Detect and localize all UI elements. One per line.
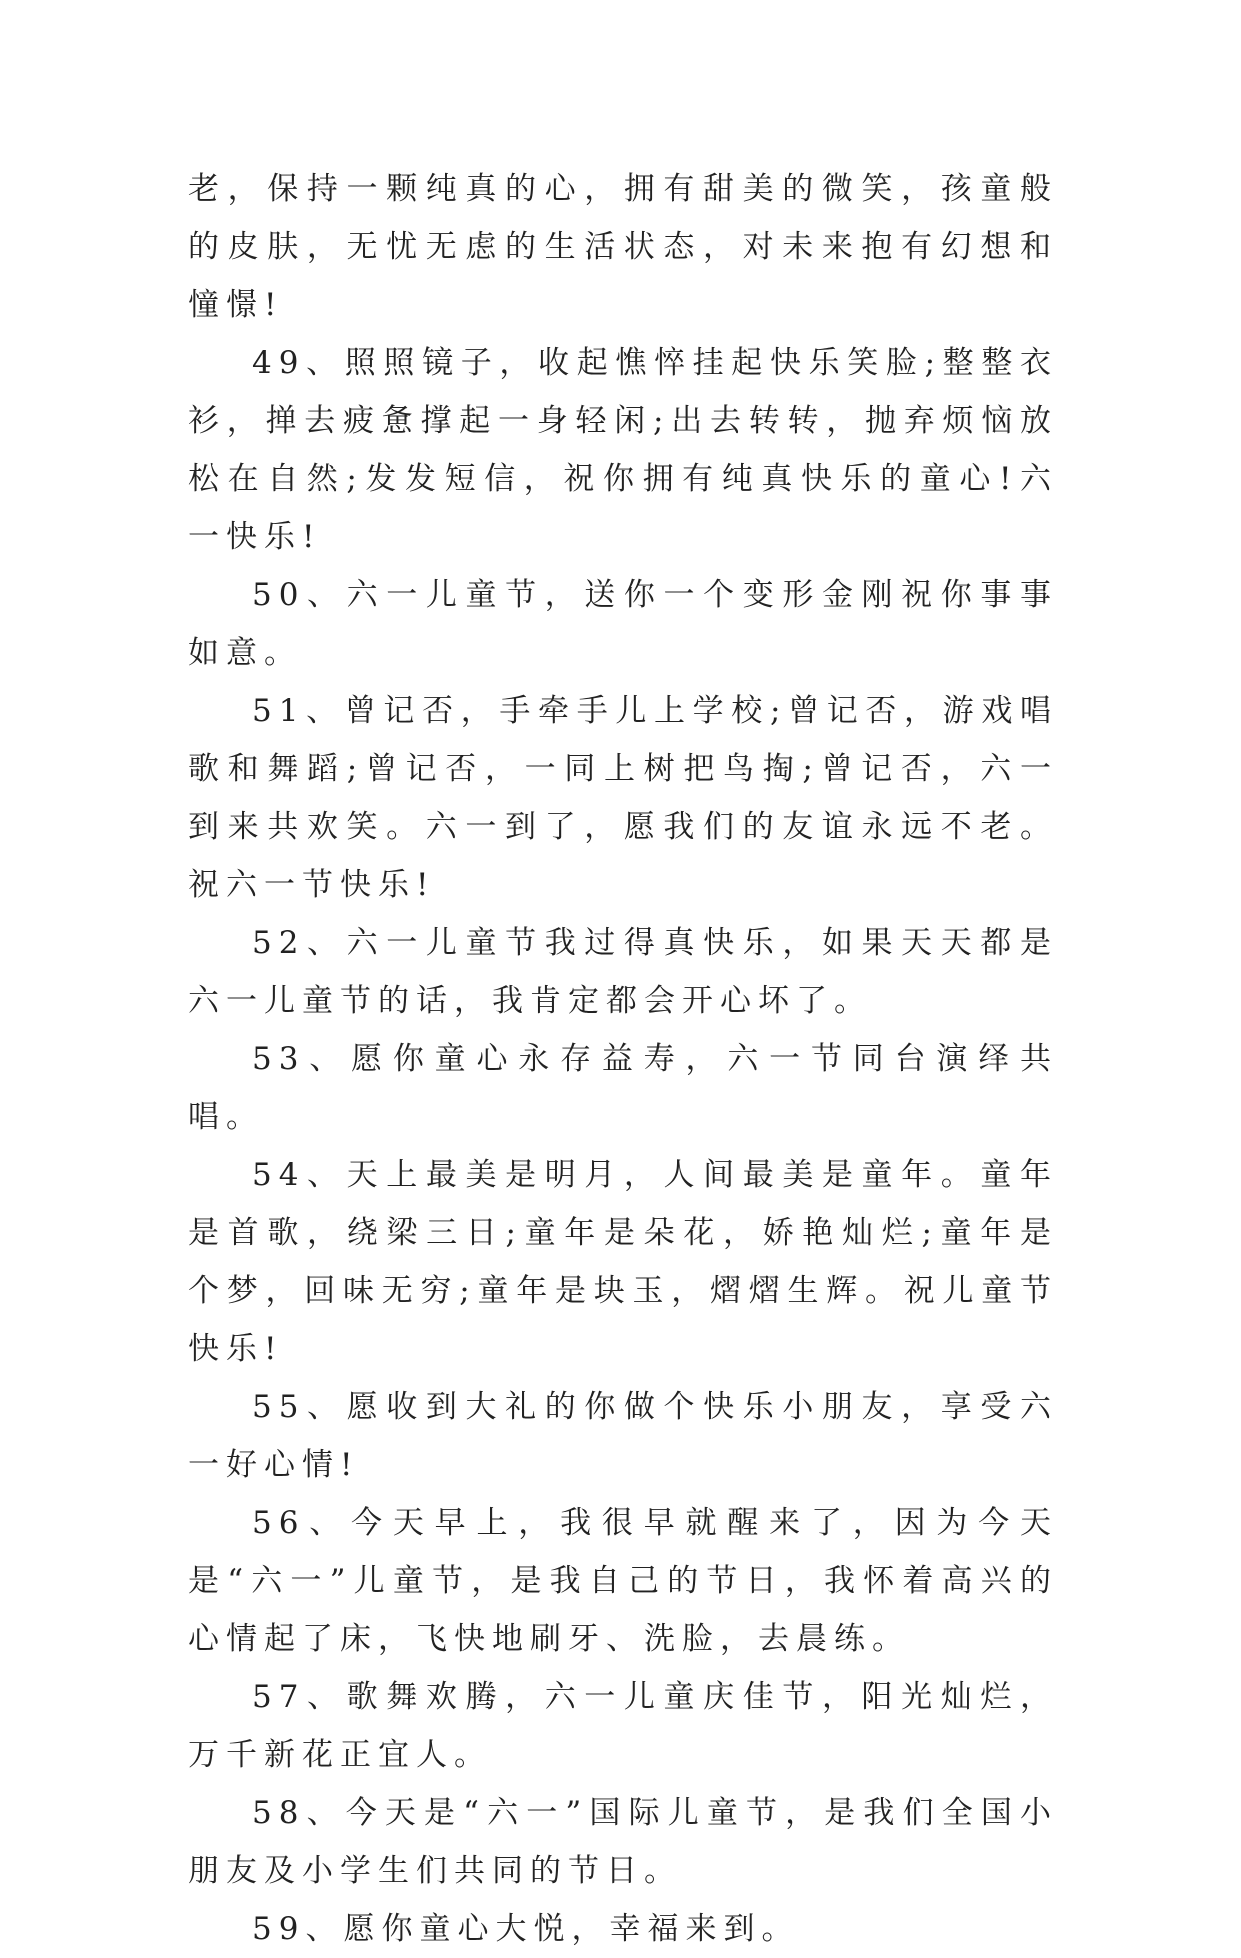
document-body (188, 160, 1058, 1958)
paragraph-50: 50、六一儿童节，送你一个变形金刚祝你事事如意。 (188, 577, 1058, 671)
paragraph-53: 53、愿你童心永存益寿，六一节同台演绎共唱。 (188, 1041, 1058, 1135)
paragraph-59: 59、愿你童心大悦，幸福来到。 (252, 1911, 800, 1947)
paragraph-55: 55、愿收到大礼的你做个快乐小朋友，享受六一好心情! (188, 1389, 1058, 1483)
paragraph-58: 58、今天是“六一”国际儿童节，是我们全国小朋友及小学生们共同的节日。 (188, 1795, 1058, 1889)
paragraph-57: 57、歌舞欢腾，六一儿童庆佳节，阳光灿烂，万千新花正宜人。 (188, 1679, 1058, 1773)
paragraph-54: 54、天上最美是明月，人间最美是童年。童年是首歌，绕梁三日;童年是朵花，娇艳灿烂;童年是个梦，回味无穷;童年是块玉，熠熠生辉。祝儿童节快乐! (188, 1157, 1058, 1367)
paragraph-52: 52、六一儿童节我过得真快乐，如果天天都是六一儿童节的话，我肯定都会开心坏了。 (188, 925, 1058, 1019)
paragraph-56: 56、今天早上，我很早就醒来了，因为今天是“六一”儿童节，是我自己的节日，我怀着高兴的心情起了床，飞快地刷牙、洗脸，去晨练。 (188, 1505, 1058, 1657)
paragraph-continued: 老，保持一颗纯真的心，拥有甜美的微笑，孩童般的皮肤，无忧无虑的生活状态，对未来抱有幻想和憧憬! (188, 171, 1058, 323)
paragraph-51: 51、曾记否，手牵手儿上学校;曾记否，游戏唱歌和舞蹈;曾记否，一同上树把鸟掏;曾记否，六一到来共欢笑。六一到了，愿我们的友谊永远不老。祝六一节快乐! (188, 693, 1058, 903)
paragraph-49: 49、照照镜子，收起憔悴挂起快乐笑脸;整整衣衫，掸去疲惫撑起一身轻闲;出去转转，抛弃烦恼放松在自然;发发短信，祝你拥有纯真快乐的童心!六一快乐! (188, 345, 1058, 555)
